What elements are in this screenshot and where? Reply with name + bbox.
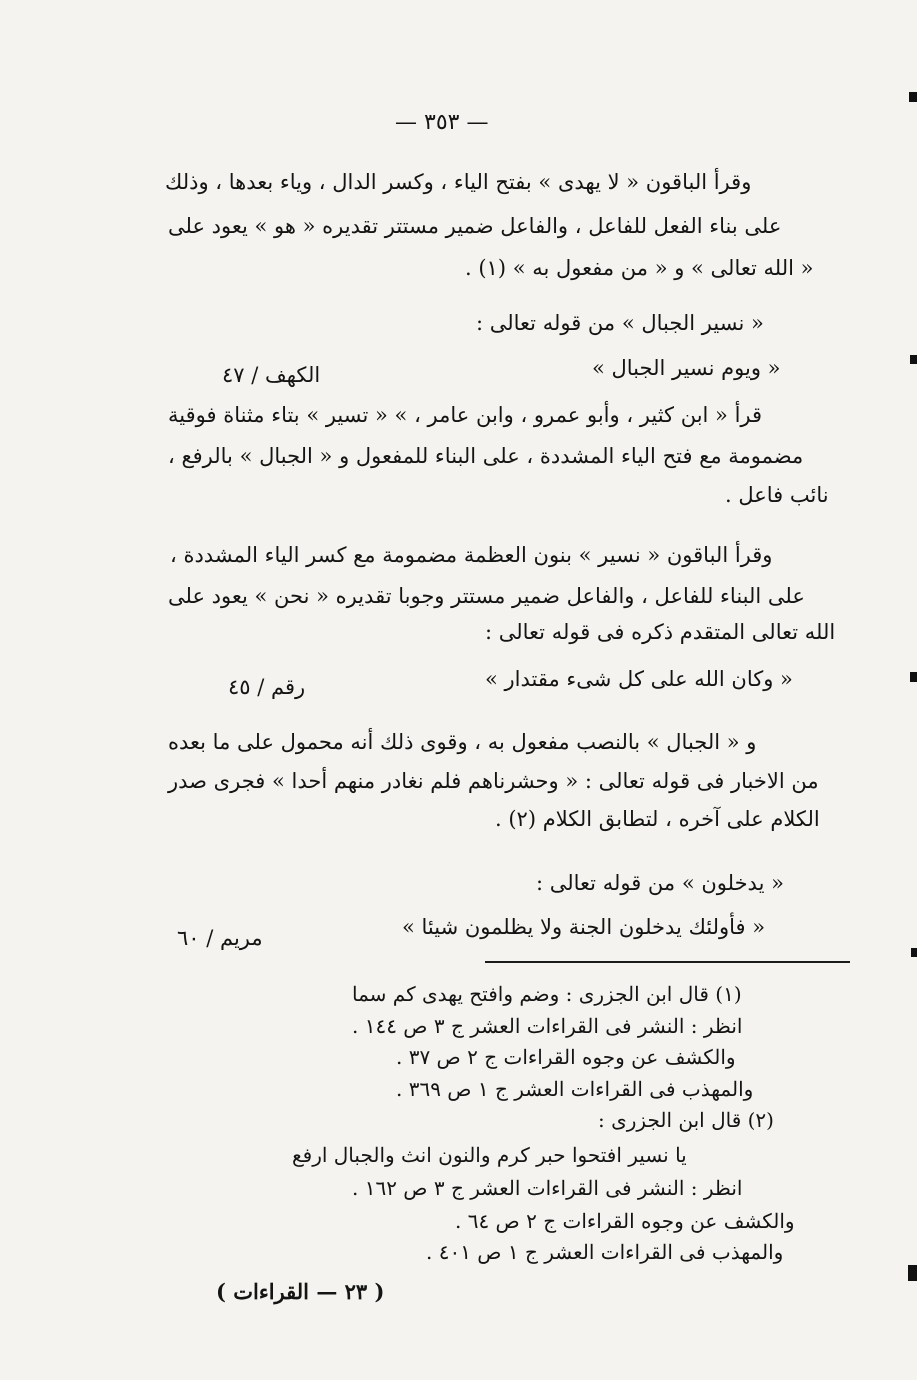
scan-edge-mark xyxy=(910,672,917,682)
verse-reference: الكهف / ٤٧ xyxy=(222,363,321,387)
footnote-line: (٢) قال ابن الجزرى : xyxy=(598,1108,774,1132)
body-line: على البناء للفاعل ، والفاعل ضمير مستتر وجوبا تقديره « نحن » يعود على xyxy=(168,584,805,608)
footnote-line: والمهذب فى القراءات العشر ج ١ ص ٣٦٩ . xyxy=(396,1077,754,1101)
verse-reference: مريم / ٦٠ xyxy=(177,926,263,950)
footnote-line: (١) قال ابن الجزرى : وضم وافتح يهدى كم سما xyxy=(352,982,742,1006)
body-line: « نسير الجبال » من قوله تعالى : xyxy=(476,311,764,335)
body-line: على بناء الفعل للفاعل ، والفاعل ضمير مستتر تقديره « هو » يعود على xyxy=(168,214,782,238)
body-line: وقرأ الباقون « لا يهدى » بفتح الياء ، وكسر الدال ، وياء بعدها ، وذلك xyxy=(165,170,752,194)
body-line: نائب فاعل . xyxy=(725,483,829,507)
page-number: — ٣٥٣ — xyxy=(395,110,489,135)
signature-mark: ( ٢٣ — القراءات ) xyxy=(216,1279,385,1304)
footnote-line: والمهذب فى القراءات العشر ج ١ ص ٤٠١ . xyxy=(426,1240,784,1264)
scan-edge-mark xyxy=(909,92,917,102)
footnote-line: انظر : النشر فى القراءات العشر ج ٣ ص ١٤٤ . xyxy=(352,1014,743,1038)
footnote-line: والكشف عن وجوه القراءات ج ٢ ص ٣٧ . xyxy=(396,1045,736,1069)
footnote-verse: يا نسير افتحوا حبر كرم والنون انث والجبال ارفع xyxy=(292,1143,687,1167)
quranic-verse: « ويوم نسير الجبال » xyxy=(592,356,781,380)
body-line: وقرأ الباقون « نسير » بنون العظمة مضمومة مع كسر الياء المشددة ، xyxy=(170,543,773,567)
footnote-line: والكشف عن وجوه القراءات ج ٢ ص ٦٤ . xyxy=(455,1209,795,1233)
body-line: مضمومة مع فتح الياء المشددة ، على البناء للمفعول و « الجبال » بالرفع ، xyxy=(168,444,804,468)
body-line: الله تعالى المتقدم ذكره فى قوله تعالى : xyxy=(485,620,836,644)
body-line: قرأ « ابن كثير ، وأبو عمرو ، وابن عامر ، » « تسير » بتاء مثناة فوقية xyxy=(168,403,763,427)
quranic-verse: « وكان الله على كل شىء مقتدار » xyxy=(485,667,793,691)
body-line: و « الجبال » بالنصب مفعول به ، وقوى ذلك أنه محمول على ما بعده xyxy=(168,730,757,754)
footnote-divider xyxy=(485,961,850,963)
scan-edge-mark xyxy=(911,948,917,957)
body-line: « يدخلون » من قوله تعالى : xyxy=(536,871,784,895)
footnote-line: انظر : النشر فى القراءات العشر ج ٣ ص ١٦٢ . xyxy=(352,1176,743,1200)
quranic-verse: « فأولئك يدخلون الجنة ولا يظلمون شيئا » xyxy=(402,915,766,939)
scan-edge-mark xyxy=(910,355,917,364)
body-line: من الاخبار فى قوله تعالى : « وحشرناهم فلم نغادر منهم أحدا » فجرى صدر xyxy=(168,769,819,793)
body-line: « الله تعالى » و « من مفعول به » (١) . xyxy=(465,256,814,280)
body-line: الكلام على آخره ، لتطابق الكلام (٢) . xyxy=(495,807,820,831)
verse-reference: رقم / ٤٥ xyxy=(228,675,306,699)
scan-edge-mark xyxy=(908,1265,917,1281)
